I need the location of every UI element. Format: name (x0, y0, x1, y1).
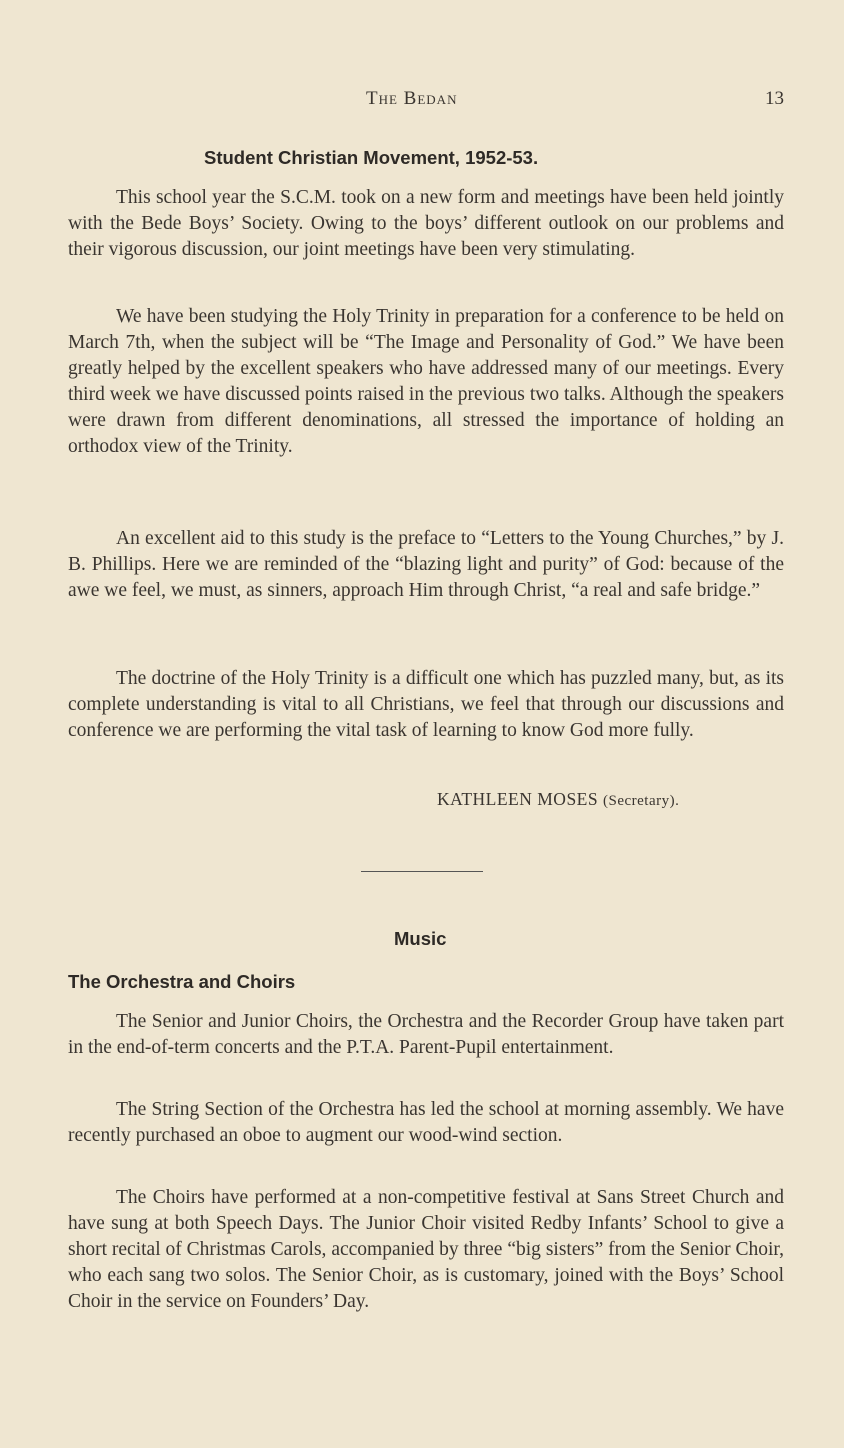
music-paragraph: The Choirs have performed at a non-competitive festival at Sans Street Church and have sung at both Speech Days. The Junior Choir visited Redby Infants’ School to give a short recital of Christmas Carols, accompanied by three “big sisters” from the Senior Choir, who each sang two solos. The Senior Choir, as is customary, joined with the Boys’ School Choir in the service on Founders’ Day. (68, 1187, 784, 1312)
running-header (68, 88, 784, 112)
page-number: 13 (765, 88, 784, 109)
section-divider (361, 871, 483, 872)
running-title: The Bedan (366, 88, 458, 109)
scm-paragraph: This school year the S.C.M. took on a new form and meetings have been held jointly with the Bede Boys’ Society. Owing to the boys’ different outlook on our problems and their vigorous discussion, our joint meetings have been very stimulating. (68, 187, 784, 260)
music-paragraph: The String Section of the Orchestra has led the school at morning assembly. We have recently purchased an oboe to augment our wood-wind section. (68, 1099, 784, 1146)
signature-role: (Secretary). (602, 793, 680, 809)
scm-paragraph: We have been studying the Holy Trinity in preparation for a conference to be held on March 7th, when the subject will be “The Image and Personality of God.” We have been greatly helped by the excellent speakers who have addressed many of our meetings. Every third week we have discussed points raised in the previous two talks. Although the speakers were drawn from different denominations, all stressed the importance of holding an orthodox view of the Trinity. (68, 306, 784, 457)
orchestra-subheading: The Orchestra and Choirs (68, 971, 296, 992)
scm-heading: Student Christian Movement, 1952-53. (204, 147, 539, 168)
scm-paragraph: The doctrine of the Holy Trinity is a difficult one which has puzzled many, but, as its complete understanding is vital to all Christians, we feel that through our discussions and conference we are performing the vital task of learning to know God more fully. (68, 668, 784, 741)
music-heading: Music (394, 928, 447, 949)
music-paragraph: The Senior and Junior Choirs, the Orchestra and the Recorder Group have taken part in the end-of-term concerts and the P.T.A. Parent-Pupil entertainment. (68, 1011, 784, 1058)
signature-name: KATHLEEN MOSES (437, 789, 599, 809)
signature (437, 789, 679, 810)
scm-paragraph: An excellent aid to this study is the preface to “Letters to the Young Churches,” by J. B. Phillips. Here we are reminded of the “blazing light and purity” of God: because of the awe we feel, we must, as sinners, approach Him through Christ, “a real and safe bridge.” (68, 528, 784, 601)
